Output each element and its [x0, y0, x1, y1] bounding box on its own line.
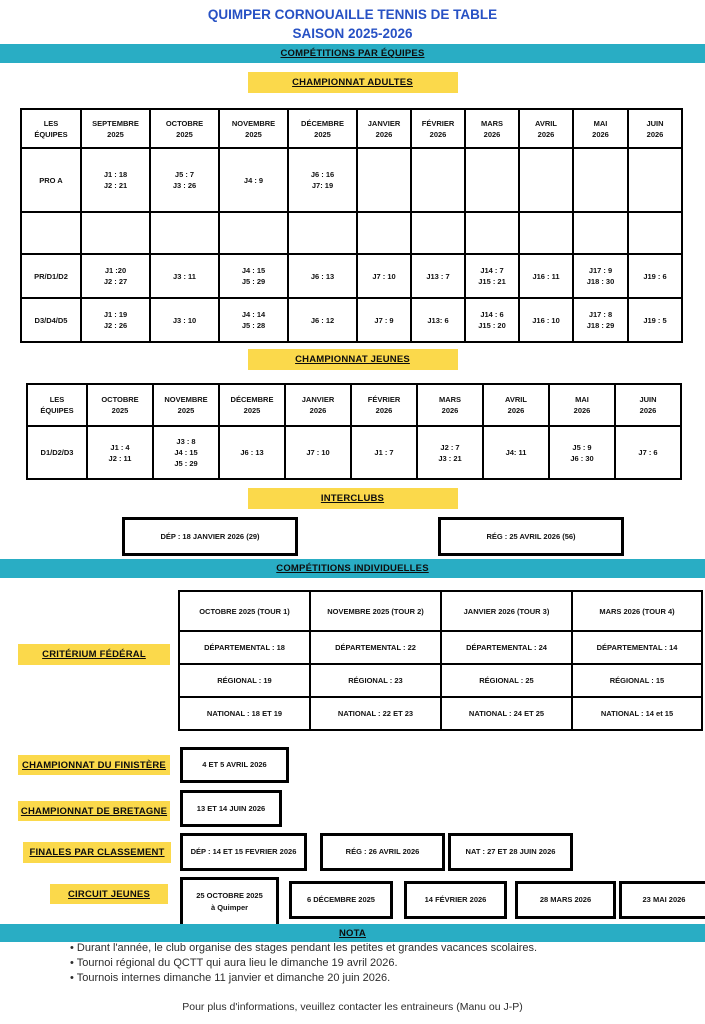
bretagne-date-box — [180, 790, 282, 827]
nota-bullet: • Durant l'année, le club organise des stages pendant les petites et grandes vacances scolaires. — [70, 941, 537, 956]
table-cell: J5 : 7 J3 : 26 — [150, 148, 219, 212]
table-cell: J16 : 11 — [519, 254, 573, 298]
box-line: 6 DÉCEMBRE 2025 — [307, 895, 375, 904]
jeunes-table — [26, 383, 682, 480]
table-cell: J17 : 9 J18 : 30 — [573, 254, 628, 298]
label-criterium-text: CRITÉRIUM FÉDÉRAL — [42, 649, 146, 660]
header-cell: FÉVRIER 2026 — [411, 109, 465, 148]
circuit-box-4 — [515, 881, 616, 919]
table-cell — [288, 212, 357, 254]
label-finales-classement — [23, 842, 171, 863]
table-cell: RÉGIONAL : 19 — [179, 664, 310, 697]
table-cell: J1 : 18 J2 : 21 — [81, 148, 150, 212]
header-cell: JUIN 2026 — [628, 109, 682, 148]
table-cell: J3 : 8 J4 : 15 J5 : 29 — [153, 426, 219, 479]
label-adultes-text: CHAMPIONNAT ADULTES — [292, 77, 413, 88]
label-interclubs — [248, 488, 458, 509]
table-cell: J6 : 12 — [288, 298, 357, 342]
table-cell: J4: 11 — [483, 426, 549, 479]
header-cell: DÉCEMBRE 2025 — [219, 384, 285, 426]
table-cell: PR/D1/D2 — [21, 254, 81, 298]
header-cell: NOVEMBRE 2025 (TOUR 2) — [310, 591, 441, 631]
label-bretagne-text: CHAMPIONNAT DE BRETAGNE — [20, 805, 168, 817]
label-finales-text: FINALES PAR CLASSEMENT — [29, 847, 165, 858]
table-cell: J1 : 7 — [351, 426, 417, 479]
table-cell: J13: 6 — [411, 298, 465, 342]
table-cell — [628, 212, 682, 254]
table-cell: J6 : 13 — [219, 426, 285, 479]
table-cell: J7 : 6 — [615, 426, 681, 479]
circuit-box-5 — [619, 881, 705, 919]
label-championnat-adultes — [248, 72, 458, 93]
finales-nat-box — [448, 833, 573, 871]
header-cell: OCTOBRE 2025 (TOUR 1) — [179, 591, 310, 631]
table-cell: J4 : 9 — [219, 148, 288, 212]
table-cell: J16 : 10 — [519, 298, 573, 342]
label-jeunes-text: CHAMPIONNAT JEUNES — [295, 354, 410, 365]
header-cell: FÉVRIER 2026 — [351, 384, 417, 426]
header-cell: MARS 2026 (TOUR 4) — [572, 591, 702, 631]
footer-contact-text: Pour plus d'informations, veuillez contacter les entraineurs (Manu ou J-P) — [182, 1001, 523, 1013]
table-cell: J1 :20 J2 : 27 — [81, 254, 150, 298]
table-cell: J14 : 7 J15 : 21 — [465, 254, 519, 298]
table-cell: DÉPARTEMENTAL : 14 — [572, 631, 702, 664]
table-cell: J6 : 16 J7: 19 — [288, 148, 357, 212]
banner-competitions-individuelles — [0, 559, 705, 578]
header-cell: JUIN 2026 — [615, 384, 681, 426]
nota-bullet: • Tournoi régional du QCTT qui aura lieu le dimanche 19 avril 2026. — [70, 956, 537, 971]
table-cell: RÉGIONAL : 25 — [441, 664, 572, 697]
label-championnat-jeunes — [248, 349, 458, 370]
table-cell: J7 : 10 — [357, 254, 411, 298]
table-cell — [150, 212, 219, 254]
table-cell: NATIONAL : 14 et 15 — [572, 697, 702, 730]
banner-individuelles-text: COMPÉTITIONS INDIVIDUELLES — [276, 563, 429, 574]
table-cell — [357, 148, 411, 212]
table-cell: D1/D2/D3 — [27, 426, 87, 479]
table-cell — [21, 212, 81, 254]
table-cell: RÉGIONAL : 23 — [310, 664, 441, 697]
table-cell: D3/D4/D5 — [21, 298, 81, 342]
table-cell: J7 : 9 — [357, 298, 411, 342]
finales-dep-box — [180, 833, 307, 871]
table-cell — [573, 212, 628, 254]
criterium-table — [178, 590, 703, 731]
table-row — [27, 384, 681, 426]
box-line: à Quimper — [210, 903, 249, 912]
finales-reg-text: RÉG : 26 AVRIL 2026 — [345, 847, 420, 856]
table-cell: J3 : 10 — [150, 298, 219, 342]
table-row — [21, 148, 682, 212]
table-cell — [465, 212, 519, 254]
header-cell: OCTOBRE 2025 — [87, 384, 153, 426]
table-cell: J14 : 6 J15 : 20 — [465, 298, 519, 342]
table-cell: J19 : 5 — [628, 298, 682, 342]
header-cell: OCTOBRE 2025 — [150, 109, 219, 148]
box-line: 14 FÉVRIER 2026 — [424, 895, 487, 904]
table-cell: DÉPARTEMENTAL : 24 — [441, 631, 572, 664]
table-row — [21, 212, 682, 254]
table-cell: J13 : 7 — [411, 254, 465, 298]
table-cell — [628, 148, 682, 212]
box-line: 23 MAI 2026 — [642, 895, 686, 904]
table-cell: NATIONAL : 24 ET 25 — [441, 697, 572, 730]
header-cell: AVRIL 2026 — [483, 384, 549, 426]
interclubs-reg-text: RÉG : 25 AVRIL 2026 (56) — [486, 531, 576, 541]
header-cell: JANVIER 2026 — [357, 109, 411, 148]
nota-bullet-list — [70, 941, 537, 986]
table-row — [21, 254, 682, 298]
table-row — [179, 664, 702, 697]
table-cell: DÉPARTEMENTAL : 18 — [179, 631, 310, 664]
circuit-box-2 — [289, 881, 393, 919]
circuit-box-3 — [404, 881, 507, 919]
box-line: 25 OCTOBRE 2025 — [196, 891, 263, 900]
label-circuit-jeunes — [50, 884, 168, 904]
circuit-box-1 — [180, 877, 279, 927]
label-circuit-text: CIRCUIT JEUNES — [68, 888, 150, 900]
label-championnat-finistere — [18, 755, 170, 775]
table-cell: DÉPARTEMENTAL : 22 — [310, 631, 441, 664]
table-row — [179, 697, 702, 730]
table-cell: J7 : 10 — [285, 426, 351, 479]
header-cell: LES ÉQUIPES — [27, 384, 87, 426]
header-cell: SEPTEMBRE 2025 — [81, 109, 150, 148]
table-row — [179, 591, 702, 631]
header-cell: NOVEMBRE 2025 — [153, 384, 219, 426]
label-criterium-federal — [18, 644, 170, 665]
table-cell — [465, 148, 519, 212]
interclubs-reg-box — [438, 517, 624, 556]
table-cell: PRO A — [21, 148, 81, 212]
table-row — [179, 631, 702, 664]
table-cell — [573, 148, 628, 212]
table-cell: J4 : 14 J5 : 28 — [219, 298, 288, 342]
adults-table — [20, 108, 683, 343]
table-cell: RÉGIONAL : 15 — [572, 664, 702, 697]
table-cell — [519, 148, 573, 212]
header-cell: MARS 2026 — [465, 109, 519, 148]
table-cell: J19 : 6 — [628, 254, 682, 298]
banner-nota — [0, 924, 705, 942]
interclubs-dep-text: DÉP : 18 JANVIER 2026 (29) — [160, 531, 260, 541]
table-cell: J2 : 7 J3 : 21 — [417, 426, 483, 479]
table-cell — [519, 212, 573, 254]
header-cell: JANVIER 2026 (TOUR 3) — [441, 591, 572, 631]
table-cell — [411, 148, 465, 212]
header-cell: MAI 2026 — [549, 384, 615, 426]
label-finistere-text: CHAMPIONNAT DU FINISTÈRE — [22, 759, 166, 771]
finales-nat-text: NAT : 27 ET 28 JUIN 2026 — [465, 847, 556, 856]
table-cell: J1 : 19 J2 : 26 — [81, 298, 150, 342]
banner-par-equipes-text: COMPÉTITIONS PAR ÉQUIPES — [280, 48, 425, 59]
title-line1: QUIMPER CORNOUAILLE TENNIS DE TABLE — [207, 7, 498, 22]
header-cell: MARS 2026 — [417, 384, 483, 426]
finistere-date-text: 4 ET 5 AVRIL 2026 — [202, 760, 267, 769]
table-cell: J3 : 11 — [150, 254, 219, 298]
table-cell: J17 : 8 J18 : 29 — [573, 298, 628, 342]
banner-nota-text: NOTA — [338, 927, 366, 939]
table-cell — [411, 212, 465, 254]
box-line: 28 MARS 2026 — [539, 895, 592, 904]
header-cell: AVRIL 2026 — [519, 109, 573, 148]
title-line2: SAISON 2025-2026 — [292, 26, 413, 41]
table-row — [27, 426, 681, 479]
header-cell: DÉCEMBRE 2025 — [288, 109, 357, 148]
page-title — [0, 5, 705, 43]
label-championnat-bretagne — [18, 801, 170, 821]
finales-reg-box — [320, 833, 445, 871]
table-cell: J6 : 13 — [288, 254, 357, 298]
finales-dep-text: DÉP : 14 ET 15 FEVRIER 2026 — [190, 847, 297, 856]
table-cell — [357, 212, 411, 254]
label-interclubs-text: INTERCLUBS — [320, 493, 385, 504]
table-row — [21, 109, 682, 148]
table-cell — [81, 212, 150, 254]
nota-bullet: • Tournois internes dimanche 11 janvier et dimanche 20 juin 2026. — [70, 971, 537, 986]
bretagne-date-text: 13 ET 14 JUIN 2026 — [196, 803, 266, 813]
header-cell: LES ÉQUIPES — [21, 109, 81, 148]
table-row — [21, 298, 682, 342]
banner-competitions-par-equipes — [0, 44, 705, 63]
finistere-date-box — [180, 747, 289, 783]
table-cell: J5 : 9 J6 : 30 — [549, 426, 615, 479]
header-cell: MAI 2026 — [573, 109, 628, 148]
table-cell: NATIONAL : 22 ET 23 — [310, 697, 441, 730]
table-cell: J4 : 15 J5 : 29 — [219, 254, 288, 298]
header-cell: NOVEMBRE 2025 — [219, 109, 288, 148]
table-cell — [219, 212, 288, 254]
header-cell: JANVIER 2026 — [285, 384, 351, 426]
table-cell: NATIONAL : 18 ET 19 — [179, 697, 310, 730]
table-cell: J1 : 4 J2 : 11 — [87, 426, 153, 479]
interclubs-dep-box — [122, 517, 298, 556]
